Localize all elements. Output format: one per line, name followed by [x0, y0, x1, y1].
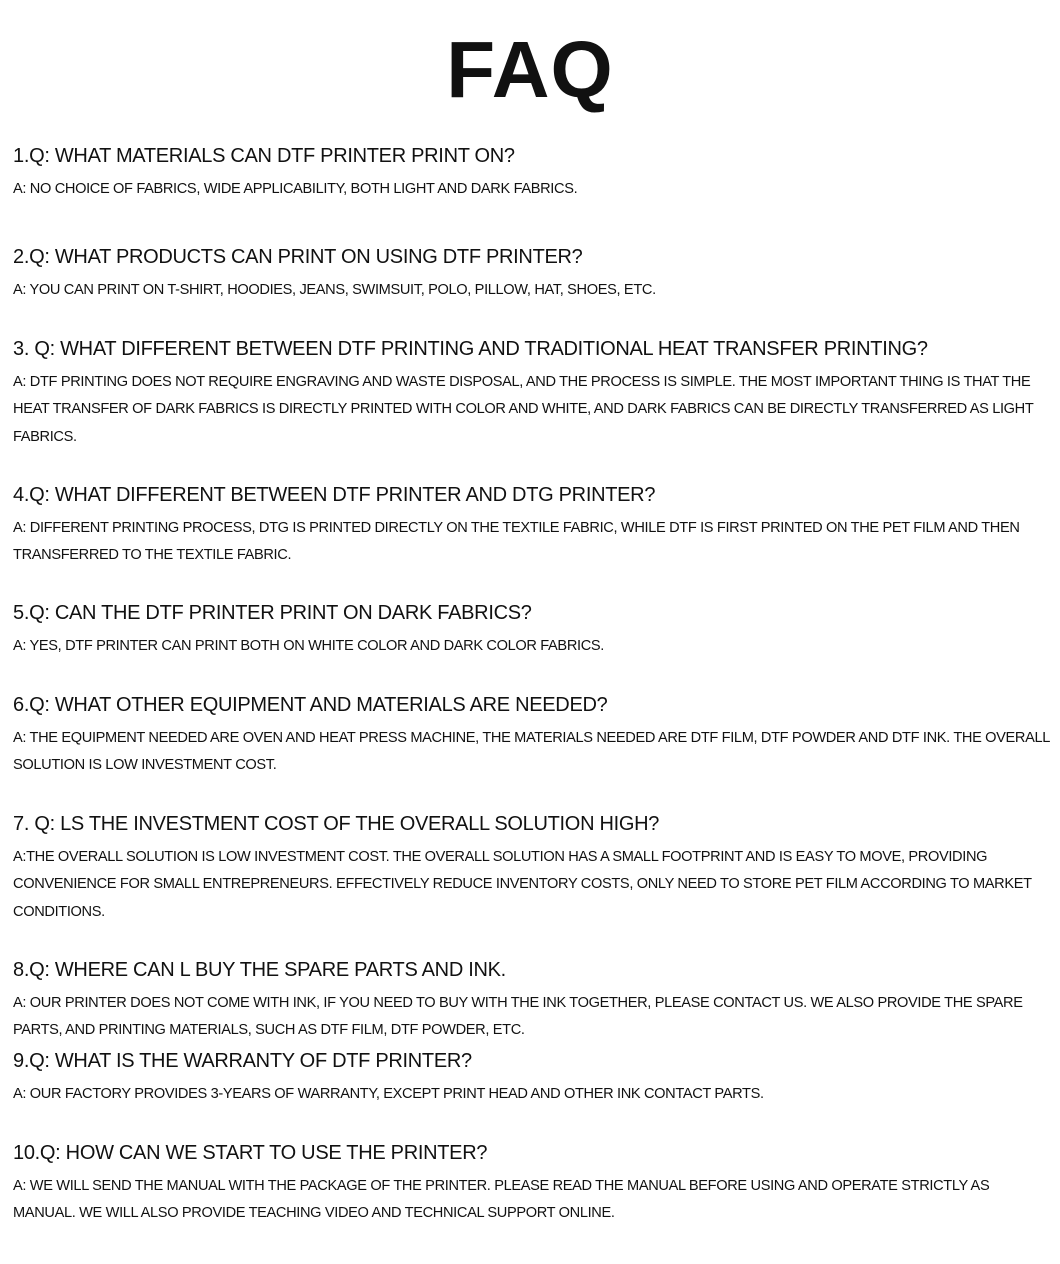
faq-item-2	[13, 243, 1053, 304]
faq-item-4	[13, 481, 1053, 570]
faq-question: 1.Q: WHAT MATERIALS CAN DTF PRINTER PRINT ON?	[13, 145, 515, 167]
faq-item-7	[13, 810, 1053, 926]
faq-answer: A: NO CHOICE OF FABRICS, WIDE APPLICABILITY, BOTH LIGHT AND DARK FABRICS.	[13, 181, 578, 197]
faq-answer: A: WE WILL SEND THE MANUAL WITH THE PACKAGE OF THE PRINTER. PLEASE READ THE MANUAL BEFORE USING AND OPERATE STRICTLY AS MANUAL. WE WILL ALSO PROVIDE TEACHING VIDEO AND TECHNICAL SUPPORT ONLINE.	[13, 1178, 990, 1222]
page-title: FAQ	[446, 25, 614, 114]
faq-question: 2.Q: WHAT PRODUCTS CAN PRINT ON USING DTF PRINTER?	[13, 246, 583, 268]
faq-item-5	[13, 599, 1053, 660]
faq-item-10	[13, 1139, 1053, 1228]
faq-question: 5.Q: CAN THE DTF PRINTER PRINT ON DARK FABRICS?	[13, 602, 532, 624]
faq-answer: A: YES, DTF PRINTER CAN PRINT BOTH ON WHITE COLOR AND DARK COLOR FABRICS.	[13, 638, 604, 654]
faq-answer: A:THE OVERALL SOLUTION IS LOW INVESTMENT COST. THE OVERALL SOLUTION HAS A SMALL FOOTPRINT AND IS EASY TO MOVE, PROVIDING CONVENIENCE FOR SMALL ENTREPRENEURS. EFFECTIVELY REDUCE INVENTORY COSTS, ONLY NEED TO STORE PET FILM ACCORDING TO MARKET CONDITIONS.	[13, 849, 1032, 920]
faq-item-3	[13, 335, 1053, 451]
faq-item-6	[13, 691, 1053, 780]
faq-answer: A: DIFFERENT PRINTING PROCESS, DTG IS PRINTED DIRECTLY ON THE TEXTILE FABRIC, WHILE DTF IS FIRST PRINTED ON THE PET FILM AND THEN TRANSFERRED TO THE TEXTILE FABRIC.	[13, 520, 1020, 564]
faq-item-1	[13, 142, 1053, 203]
faq-answer: A: DTF PRINTING DOES NOT REQUIRE ENGRAVING AND WASTE DISPOSAL, AND THE PROCESS IS SIMPLE. THE MOST IMPORTANT THING IS THAT THE HEAT TRANSFER OF DARK FABRICS IS DIRECTLY PRINTED WITH COLOR AND WHITE, AND DARK FABRICS CAN BE DIRECTLY TRANSFERRED AS LIGHT FABRICS.	[13, 374, 1034, 445]
faq-item-9	[13, 1047, 1053, 1108]
faq-item-8	[13, 956, 1053, 1045]
faq-question: 3. Q: WHAT DIFFERENT BETWEEN DTF PRINTING AND TRADITIONAL HEAT TRANSFER PRINTING?	[13, 338, 928, 360]
faq-question: 4.Q: WHAT DIFFERENT BETWEEN DTF PRINTER AND DTG PRINTER?	[13, 484, 656, 506]
faq-question: 6.Q: WHAT OTHER EQUIPMENT AND MATERIALS ARE NEEDED?	[13, 694, 608, 716]
faq-question: 10.Q: HOW CAN WE START TO USE THE PRINTER?	[13, 1142, 488, 1164]
faq-answer: A: YOU CAN PRINT ON T-SHIRT, HOODIES, JEANS, SWIMSUIT, POLO, PILLOW, HAT, SHOES, ETC.	[13, 282, 656, 298]
faq-answer: A: OUR PRINTER DOES NOT COME WITH INK, IF YOU NEED TO BUY WITH THE INK TOGETHER, PLEASE CONTACT US. WE ALSO PROVIDE THE SPARE PARTS, AND PRINTING MATERIALS, SUCH AS DTF FILM, DTF POWDER, ETC.	[13, 995, 1023, 1039]
faq-question: 8.Q: WHERE CAN L BUY THE SPARE PARTS AND INK.	[13, 959, 506, 981]
faq-question: 7. Q: LS THE INVESTMENT COST OF THE OVERALL SOLUTION HIGH?	[13, 813, 660, 835]
faq-answer: A: OUR FACTORY PROVIDES 3-YEARS OF WARRANTY, EXCEPT PRINT HEAD AND OTHER INK CONTACT PARTS.	[13, 1086, 764, 1102]
faq-question: 9.Q: WHAT IS THE WARRANTY OF DTF PRINTER?	[13, 1050, 472, 1072]
faq-answer: A: THE EQUIPMENT NEEDED ARE OVEN AND HEAT PRESS MACHINE, THE MATERIALS NEEDED ARE DTF FILM, DTF POWDER AND DTF INK. THE OVERALL SOLUTION IS LOW INVESTMENT COST.	[13, 730, 1050, 774]
